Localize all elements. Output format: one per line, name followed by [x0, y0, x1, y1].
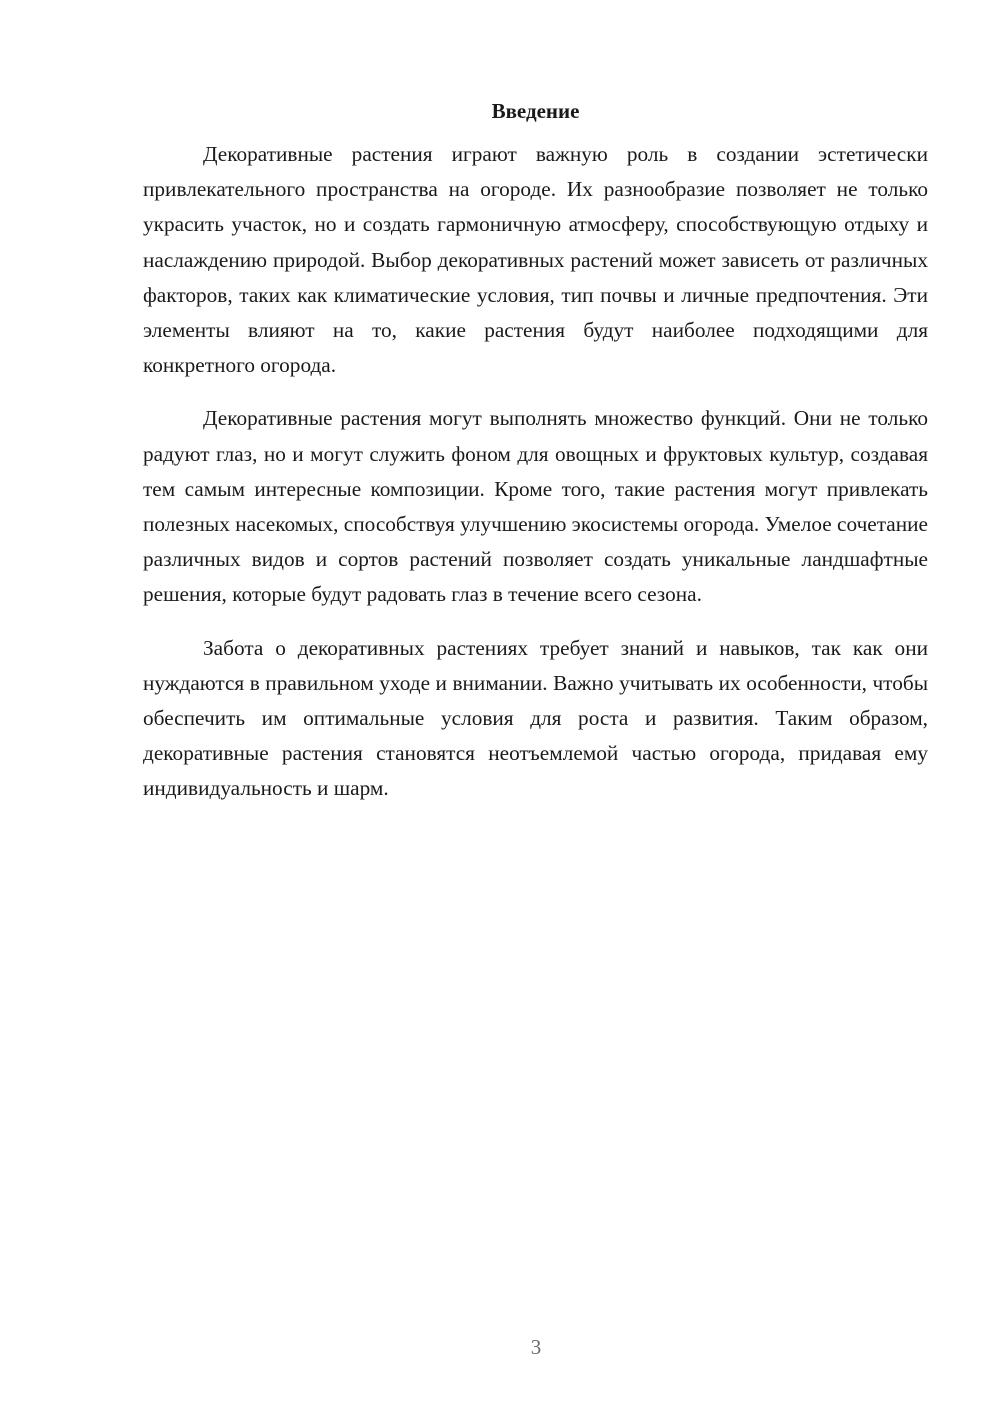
page-number: 3: [530, 1335, 542, 1359]
page-content: [143, 93, 928, 825]
paragraph-1: Декоративные растения играют важную роль в создании эстетически привлекательного пространства на огороде. Их разнообразие позволяет не только украсить участок, но и создать гармоничную атмосферу, способствующую отдыху и наслаждению природой. Выбор декоративных растений может зависеть от различных факторов, таких как климатические условия, тип почвы и личные предпочтения. Эти элементы влияют на то, какие растения будут наиболее подходящими для конкретного огорода.: [143, 142, 928, 378]
paragraph-3: Забота о декоративных растениях требует знаний и навыков, так как они нуждаются в правильном уходе и внимании. Важно учитывать их особенности, чтобы обеспечить им оптимальные условия для роста и развития. Таким образом, декоративные растения становятся неотъемлемой частью огорода, придавая ему индивидуальность и шарм.: [143, 635, 928, 801]
page-title: Введение: [491, 99, 580, 123]
paragraph-2: Декоративные растения могут выполнять множество функций. Они не только радуют глаз, но и могут служить фоном для овощных и фруктовых культур, создавая тем самым интересные композиции. Кроме того, такие растения могут привлекать полезных насекомых, способствуя улучшению экосистемы огорода. Умелое сочетание различных видов и сортов растений позволяет создать уникальные ландшафтные решения, которые будут радовать глаз в течение всего сезона.: [143, 406, 928, 607]
